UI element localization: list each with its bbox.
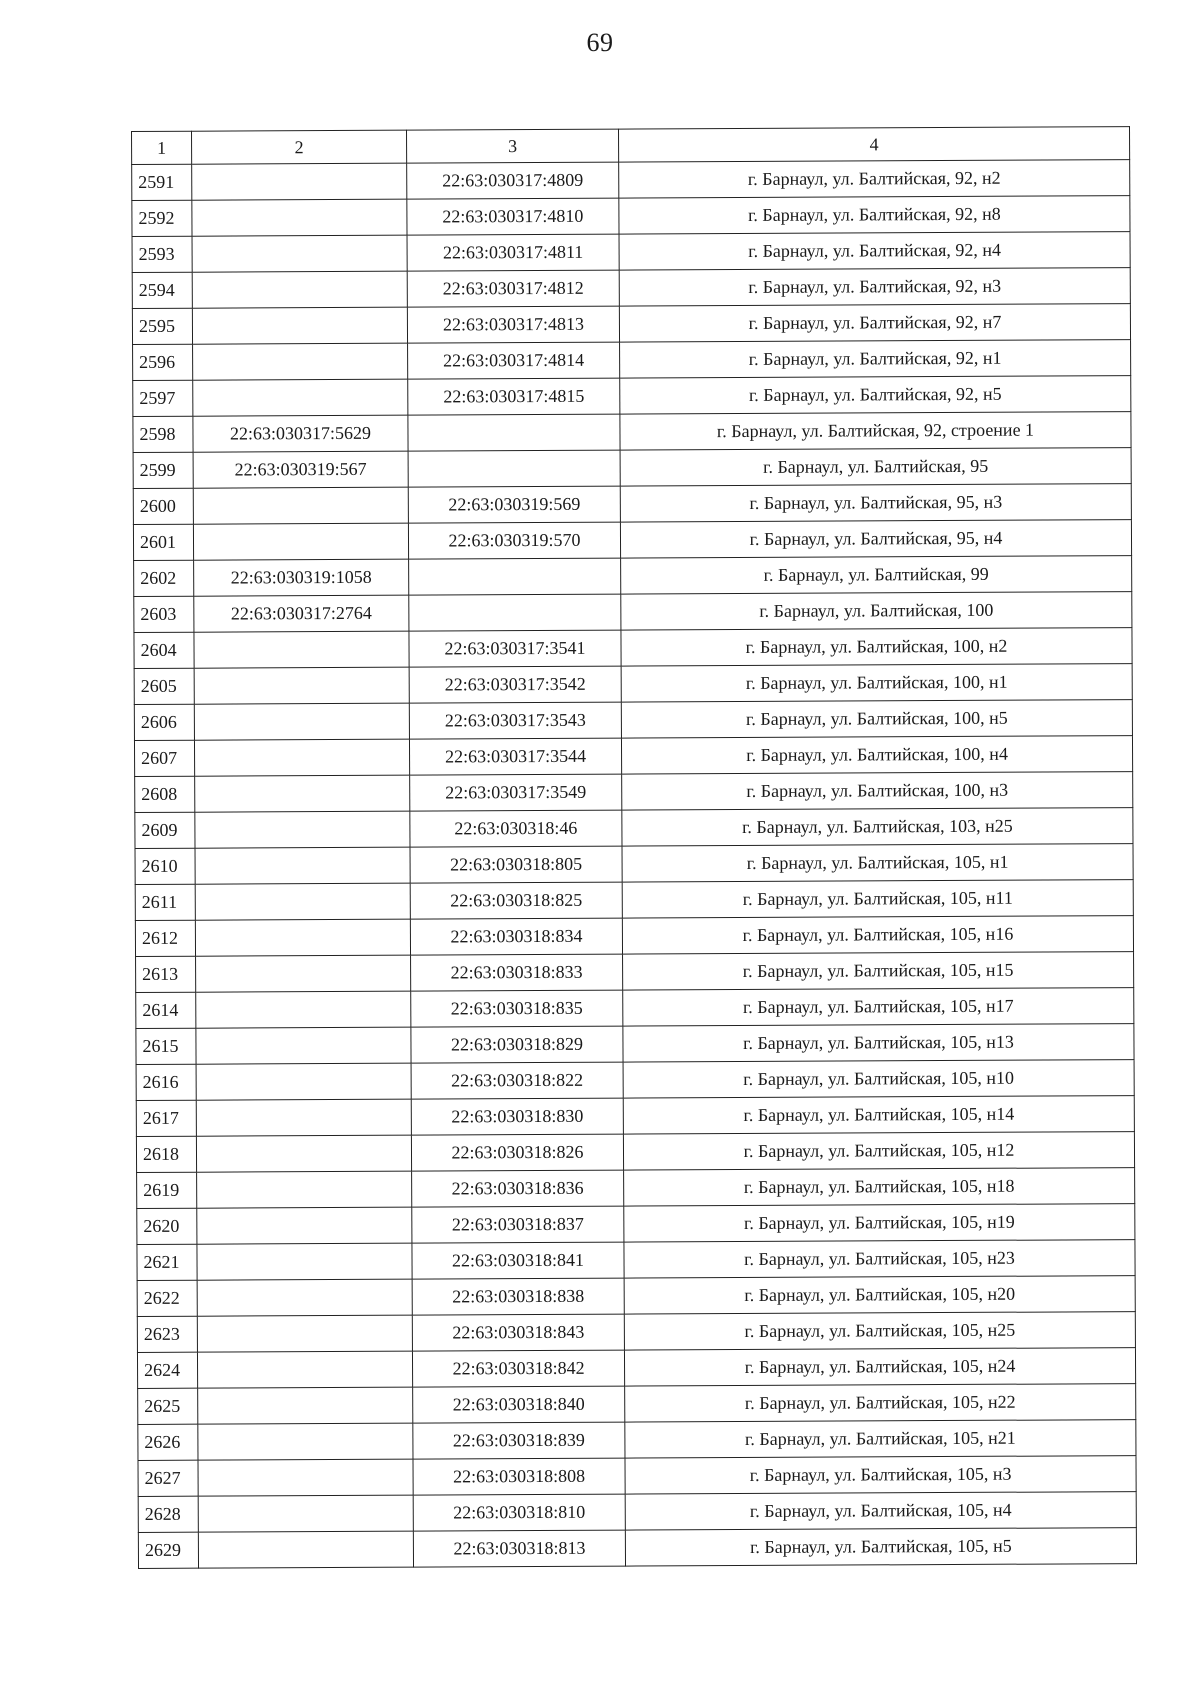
cell-cadastral-building xyxy=(194,631,409,668)
cell-address: г. Барнаул, ул. Балтийская, 95, н3 xyxy=(620,484,1131,522)
cell-address: г. Барнаул, ул. Балтийская, 100, н4 xyxy=(621,736,1132,774)
table-row xyxy=(133,412,1131,453)
cell-address: г. Барнаул, ул. Балтийская, 105, н3 xyxy=(625,1456,1136,1494)
cell-cadastral-building xyxy=(197,1207,412,1244)
cell-cadastral-premises: 22:63:030318:838 xyxy=(412,1278,624,1315)
table-row xyxy=(134,556,1132,597)
cell-cadastral-premises: 22:63:030317:4814 xyxy=(408,342,620,379)
cell-row-number: 2594 xyxy=(132,272,192,308)
cell-address: г. Барнаул, ул. Балтийская, 92, н2 xyxy=(619,160,1130,198)
cell-cadastral-premises xyxy=(409,558,621,595)
cell-row-number: 2593 xyxy=(132,236,192,272)
cell-cadastral-premises: 22:63:030318:833 xyxy=(411,954,623,991)
cell-row-number: 2596 xyxy=(133,344,193,380)
cell-cadastral-building: 22:63:030319:567 xyxy=(193,451,408,488)
cell-cadastral-premises: 22:63:030317:3543 xyxy=(409,702,621,739)
table-row xyxy=(132,232,1130,273)
table-row xyxy=(136,1024,1134,1065)
cell-cadastral-building xyxy=(194,703,409,740)
table-row xyxy=(136,1132,1134,1173)
cell-cadastral-building xyxy=(194,739,409,776)
cell-cadastral-building xyxy=(192,271,407,308)
cell-address: г. Барнаул, ул. Балтийская, 105, н10 xyxy=(623,1060,1134,1098)
table-row xyxy=(136,1060,1134,1101)
cell-cadastral-building xyxy=(197,1243,412,1280)
table-row xyxy=(137,1348,1135,1389)
cell-row-number: 2597 xyxy=(133,380,193,416)
cell-cadastral-building xyxy=(196,1099,411,1136)
table-row xyxy=(135,844,1133,885)
cell-address: г. Барнаул, ул. Балтийская, 105, н13 xyxy=(623,1024,1134,1062)
table-row xyxy=(134,700,1132,741)
cell-address: г. Барнаул, ул. Балтийская, 105, н12 xyxy=(623,1132,1134,1170)
cell-cadastral-building xyxy=(193,379,408,416)
header-cell-col3: 3 xyxy=(406,129,618,163)
cell-address: г. Барнаул, ул. Балтийская, 95 xyxy=(620,448,1131,486)
cell-address: г. Барнаул, ул. Балтийская, 92, н8 xyxy=(619,196,1130,234)
cell-cadastral-premises: 22:63:030318:830 xyxy=(411,1098,623,1135)
table-row xyxy=(133,448,1131,489)
cell-cadastral-premises: 22:63:030318:826 xyxy=(411,1134,623,1171)
cell-cadastral-building xyxy=(193,343,408,380)
cell-address: г. Барнаул, ул. Балтийская, 95, н4 xyxy=(620,520,1131,558)
cell-cadastral-building xyxy=(198,1387,413,1424)
cell-cadastral-building xyxy=(194,667,409,704)
cell-row-number: 2625 xyxy=(138,1388,198,1424)
cell-cadastral-premises: 22:63:030317:4810 xyxy=(407,198,619,235)
cell-cadastral-building xyxy=(198,1495,413,1532)
table-row xyxy=(134,628,1132,669)
cell-address: г. Барнаул, ул. Балтийская, 100, н1 xyxy=(621,664,1132,702)
cell-cadastral-premises: 22:63:030319:569 xyxy=(408,486,620,523)
table-row xyxy=(138,1528,1136,1569)
cell-cadastral-premises: 22:63:030317:3541 xyxy=(409,630,621,667)
cell-cadastral-building xyxy=(198,1423,413,1460)
cell-address: г. Барнаул, ул. Балтийская, 105, н25 xyxy=(624,1312,1135,1350)
cell-cadastral-premises xyxy=(408,450,620,487)
cell-cadastral-building xyxy=(195,847,410,884)
cell-row-number: 2611 xyxy=(135,884,195,920)
cell-address: г. Барнаул, ул. Балтийская, 100, н2 xyxy=(621,628,1132,666)
cell-address: г. Барнаул, ул. Балтийская, 92, н4 xyxy=(619,232,1130,270)
header-row xyxy=(132,127,1130,165)
cell-address: г. Барнаул, ул. Балтийская, 100 xyxy=(621,592,1132,630)
cell-address: г. Барнаул, ул. Балтийская, 105, н21 xyxy=(625,1420,1136,1458)
cell-cadastral-premises: 22:63:030318:839 xyxy=(413,1422,625,1459)
table-row xyxy=(138,1492,1136,1533)
cell-row-number: 2606 xyxy=(134,704,194,740)
header-cell-col1: 1 xyxy=(132,131,192,164)
cell-cadastral-premises: 22:63:030317:3542 xyxy=(409,666,621,703)
table-body xyxy=(132,160,1137,1569)
table-row xyxy=(135,808,1133,849)
cell-cadastral-premises xyxy=(408,414,620,451)
cell-row-number: 2609 xyxy=(135,812,195,848)
cell-address: г. Барнаул, ул. Балтийская, 92, н7 xyxy=(619,304,1130,342)
cell-address: г. Барнаул, ул. Балтийская, 99 xyxy=(621,556,1132,594)
cell-cadastral-building xyxy=(192,307,407,344)
cell-cadastral-premises: 22:63:030318:835 xyxy=(411,990,623,1027)
table-row xyxy=(133,484,1131,525)
cell-row-number: 2607 xyxy=(134,740,194,776)
cell-cadastral-building xyxy=(197,1279,412,1316)
cell-address: г. Барнаул, ул. Балтийская, 105, н14 xyxy=(623,1096,1134,1134)
cell-row-number: 2619 xyxy=(137,1172,197,1208)
cell-row-number: 2623 xyxy=(137,1316,197,1352)
cell-cadastral-building xyxy=(196,955,411,992)
cell-cadastral-building xyxy=(196,1063,411,1100)
register-table xyxy=(131,126,1137,1569)
cell-address: г. Барнаул, ул. Балтийская, 105, н4 xyxy=(625,1492,1136,1530)
cell-cadastral-premises: 22:63:030318:46 xyxy=(410,810,622,847)
cell-cadastral-premises: 22:63:030318:840 xyxy=(413,1386,625,1423)
cell-cadastral-premises: 22:63:030318:825 xyxy=(410,882,622,919)
cell-address: г. Барнаул, ул. Балтийская, 100, н3 xyxy=(622,772,1133,810)
cell-row-number: 2604 xyxy=(134,632,194,668)
table-row xyxy=(136,988,1134,1029)
cell-cadastral-building xyxy=(198,1459,413,1496)
cell-cadastral-premises: 22:63:030317:4815 xyxy=(408,378,620,415)
cell-row-number: 2617 xyxy=(136,1100,196,1136)
cell-cadastral-building xyxy=(192,235,407,272)
cell-cadastral-building xyxy=(198,1531,413,1568)
cell-cadastral-premises: 22:63:030318:834 xyxy=(410,918,622,955)
cell-cadastral-building xyxy=(196,991,411,1028)
cell-row-number: 2612 xyxy=(135,920,195,956)
cell-row-number: 2598 xyxy=(133,416,193,452)
cell-cadastral-building xyxy=(192,163,407,200)
cell-cadastral-premises: 22:63:030318:808 xyxy=(413,1458,625,1495)
cell-cadastral-premises: 22:63:030318:829 xyxy=(411,1026,623,1063)
cell-address: г. Барнаул, ул. Балтийская, 103, н25 xyxy=(622,808,1133,846)
cell-address: г. Барнаул, ул. Балтийская, 105, н5 xyxy=(625,1528,1136,1566)
cell-cadastral-premises: 22:63:030318:837 xyxy=(412,1206,624,1243)
table-row xyxy=(132,160,1130,201)
cell-cadastral-building xyxy=(197,1315,412,1352)
cell-cadastral-premises: 22:63:030317:4811 xyxy=(407,234,619,271)
cell-cadastral-premises: 22:63:030318:841 xyxy=(412,1242,624,1279)
cell-cadastral-premises: 22:63:030318:836 xyxy=(412,1170,624,1207)
cell-row-number: 2627 xyxy=(138,1460,198,1496)
cell-address: г. Барнаул, ул. Балтийская, 105, н15 xyxy=(623,952,1134,990)
cell-address: г. Барнаул, ул. Балтийская, 92, н3 xyxy=(619,268,1130,306)
page-number: 69 xyxy=(586,28,614,57)
cell-cadastral-building xyxy=(193,487,408,524)
cell-address: г. Барнаул, ул. Балтийская, 92, н1 xyxy=(620,340,1131,378)
cell-address: г. Барнаул, ул. Балтийская, 105, н17 xyxy=(623,988,1134,1026)
table-row xyxy=(137,1276,1135,1317)
cell-row-number: 2624 xyxy=(137,1352,197,1388)
cell-row-number: 2610 xyxy=(135,848,195,884)
cell-cadastral-building xyxy=(195,919,410,956)
cell-address: г. Барнаул, ул. Балтийская, 105, н19 xyxy=(624,1204,1135,1242)
table-row xyxy=(137,1240,1135,1281)
table-row xyxy=(136,1096,1134,1137)
cell-address: г. Барнаул, ул. Балтийская, 105, н24 xyxy=(624,1348,1135,1386)
cell-row-number: 2602 xyxy=(134,560,194,596)
cell-address: г. Барнаул, ул. Балтийская, 105, н20 xyxy=(624,1276,1135,1314)
cell-cadastral-premises: 22:63:030318:843 xyxy=(412,1314,624,1351)
cell-cadastral-building: 22:63:030319:1058 xyxy=(194,559,409,596)
cell-cadastral-building xyxy=(195,811,410,848)
cell-cadastral-premises xyxy=(409,594,621,631)
cell-row-number: 2626 xyxy=(138,1424,198,1460)
cell-address: г. Барнаул, ул. Балтийская, 100, н5 xyxy=(621,700,1132,738)
cell-row-number: 2615 xyxy=(136,1028,196,1064)
cell-address: г. Барнаул, ул. Балтийская, 105, н23 xyxy=(624,1240,1135,1278)
header-cell-col4: 4 xyxy=(618,127,1129,162)
cell-cadastral-premises: 22:63:030317:4813 xyxy=(407,306,619,343)
cell-row-number: 2595 xyxy=(132,308,192,344)
cell-row-number: 2613 xyxy=(136,956,196,992)
cell-cadastral-premises: 22:63:030317:3544 xyxy=(409,738,621,775)
table-row xyxy=(132,196,1130,237)
cell-row-number: 2591 xyxy=(132,164,192,200)
cell-cadastral-premises: 22:63:030317:4809 xyxy=(407,162,619,199)
cell-cadastral-premises: 22:63:030318:810 xyxy=(413,1494,625,1531)
cell-address: г. Барнаул, ул. Балтийская, 105, н1 xyxy=(622,844,1133,882)
cell-cadastral-building xyxy=(195,775,410,812)
cell-row-number: 2601 xyxy=(133,524,193,560)
cell-row-number: 2618 xyxy=(136,1136,196,1172)
table-row xyxy=(135,916,1133,957)
table-row xyxy=(134,592,1132,633)
table-row xyxy=(135,772,1133,813)
cell-row-number: 2592 xyxy=(132,200,192,236)
table-row xyxy=(138,1384,1136,1425)
cell-cadastral-building xyxy=(195,883,410,920)
table-row xyxy=(136,952,1134,993)
cell-row-number: 2599 xyxy=(133,452,193,488)
table-header xyxy=(132,127,1130,165)
cell-cadastral-building xyxy=(197,1171,412,1208)
cell-cadastral-building xyxy=(192,199,407,236)
cell-row-number: 2616 xyxy=(136,1064,196,1100)
cell-row-number: 2608 xyxy=(135,776,195,812)
cell-row-number: 2628 xyxy=(138,1496,198,1532)
cell-address: г. Барнаул, ул. Балтийская, 92, строение 1 xyxy=(620,412,1131,450)
cell-cadastral-building xyxy=(193,523,408,560)
cell-address: г. Барнаул, ул. Балтийская, 105, н11 xyxy=(622,880,1133,918)
table-row xyxy=(138,1420,1136,1461)
cell-row-number: 2622 xyxy=(137,1280,197,1316)
cell-cadastral-building xyxy=(196,1027,411,1064)
cell-cadastral-building: 22:63:030317:5629 xyxy=(193,415,408,452)
cell-cadastral-building: 22:63:030317:2764 xyxy=(194,595,409,632)
table-row xyxy=(133,376,1131,417)
cell-row-number: 2620 xyxy=(137,1208,197,1244)
cell-cadastral-premises: 22:63:030318:813 xyxy=(413,1530,625,1567)
table-row xyxy=(135,880,1133,921)
table-row xyxy=(137,1168,1135,1209)
cell-cadastral-building xyxy=(196,1135,411,1172)
table-row xyxy=(137,1312,1135,1353)
cell-cadastral-premises: 22:63:030317:4812 xyxy=(407,270,619,307)
cell-row-number: 2600 xyxy=(133,488,193,524)
header-cell-col2: 2 xyxy=(192,130,407,164)
cell-row-number: 2605 xyxy=(134,668,194,704)
cell-address: г. Барнаул, ул. Балтийская, 105, н22 xyxy=(625,1384,1136,1422)
table-row xyxy=(137,1204,1135,1245)
cell-cadastral-premises: 22:63:030317:3549 xyxy=(410,774,622,811)
table-row xyxy=(132,304,1130,345)
cell-address: г. Барнаул, ул. Балтийская, 92, н5 xyxy=(620,376,1131,414)
cell-row-number: 2603 xyxy=(134,596,194,632)
table-row xyxy=(132,268,1130,309)
cell-address: г. Барнаул, ул. Балтийская, 105, н16 xyxy=(622,916,1133,954)
cell-cadastral-building xyxy=(197,1351,412,1388)
cell-cadastral-premises: 22:63:030319:570 xyxy=(408,522,620,559)
cell-address: г. Барнаул, ул. Балтийская, 105, н18 xyxy=(624,1168,1135,1206)
cell-cadastral-premises: 22:63:030318:822 xyxy=(411,1062,623,1099)
table-row xyxy=(133,340,1131,381)
table-row xyxy=(133,520,1131,561)
table-row xyxy=(134,664,1132,705)
cell-cadastral-premises: 22:63:030318:805 xyxy=(410,846,622,883)
cell-row-number: 2621 xyxy=(137,1244,197,1280)
table-row xyxy=(134,736,1132,777)
table-row xyxy=(138,1456,1136,1497)
cell-cadastral-premises: 22:63:030318:842 xyxy=(412,1350,624,1387)
cell-row-number: 2629 xyxy=(138,1532,198,1568)
cell-row-number: 2614 xyxy=(136,992,196,1028)
